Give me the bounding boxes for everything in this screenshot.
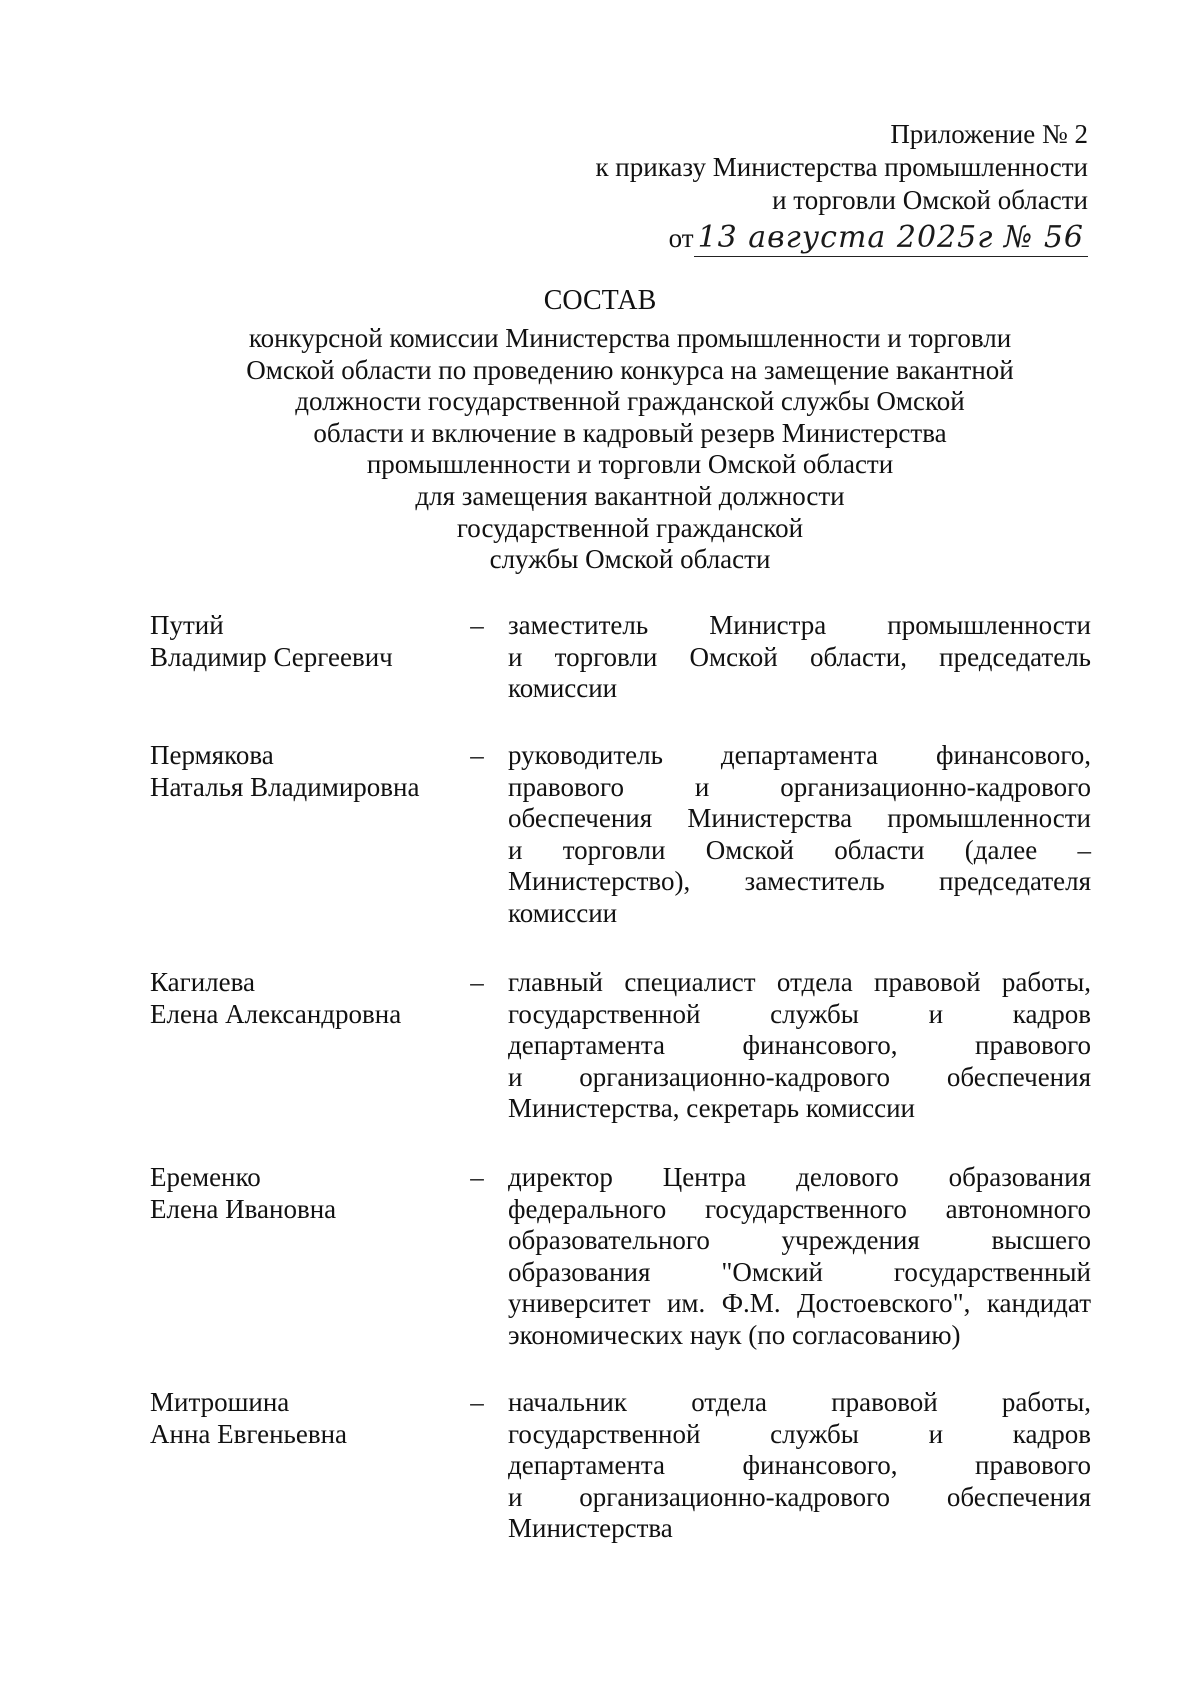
role-line: обеспечения Министерства промышленности [508,803,1091,834]
subtitle-line: области и включение в кадровый резерв Министерства [313,417,947,448]
member-role [508,1162,1091,1352]
order-date-prefix: от [668,223,694,253]
member-surname: Митрошина [150,1387,290,1417]
subtitle-line: государственной гражданской [456,512,804,543]
member-given-names: Елена Александровна [150,998,402,1029]
role-line: образовательного учреждения высшего [508,1225,1091,1256]
document-subtitle [200,323,1060,576]
member-dash: – [470,1387,484,1417]
member-role [508,610,1091,705]
member-given-names: Анна Евгеньевна [150,1418,348,1449]
role-line: департамента финансового, правового [508,1030,1091,1061]
order-date-line [669,221,1088,257]
role-line: и торговли Омской области, председатель [508,641,1091,672]
member-dash: – [470,967,484,997]
member-name [150,1162,450,1225]
role-line: комиссии [508,673,618,704]
member-role [508,967,1091,1125]
role-line: начальник отдела правовой работы, [508,1387,1091,1417]
appendix-number: Приложение № 2 [890,119,1088,149]
role-line: федерального государственного автономного [508,1193,1091,1224]
role-line: университет им. Ф.М. Достоевского", кандидат [508,1288,1091,1319]
member-given-names: Владимир Сергеевич [150,641,393,672]
role-line: государственной службы и кадров [508,1418,1091,1449]
role-line: главный специалист отдела правовой работы, [508,967,1091,997]
role-line: Министерства, секретарь комиссии [508,1093,915,1124]
member-surname: Пермякова [150,740,274,770]
member-dash: – [470,740,484,770]
member-dash: – [470,1162,484,1192]
role-line: Министерство), заместитель председателя [508,866,1091,897]
role-line: государственной службы и кадров [508,998,1091,1029]
member-surname: Путий [150,610,224,640]
member-name [150,610,450,673]
member-name [150,1387,450,1450]
role-line: правового и организационно-кадрового [508,771,1091,802]
order-reference-line1: к приказу Министерства промышленности [595,152,1088,182]
member-surname: Еременко [150,1162,261,1192]
role-line: директор Центра делового образования [508,1162,1091,1192]
handwritten-date-number: 13 августа 2025г № 56 [694,221,1088,257]
member-given-names: Наталья Владимировна [150,771,420,802]
role-line: департамента финансового, правового [508,1450,1091,1481]
role-line: руководитель департамента финансового, [508,740,1091,770]
role-line: Министерства [508,1513,673,1544]
document-title: СОСТАВ [543,285,657,316]
subtitle-line: конкурсной комиссии Министерства промышленности и торговли [248,323,1012,353]
subtitle-line: промышленности и торговли Омской области [366,449,894,480]
role-line: экономических наук (по согласованию) [508,1319,961,1350]
subtitle-line: Омской области по проведению конкурса на замещение вакантной [246,354,1014,385]
member-name [150,740,450,803]
member-surname: Кагилева [150,967,255,997]
role-line: и торговли Омской области (далее – [508,834,1091,865]
role-line: и организационно-кадрового обеспечения [508,1061,1091,1092]
subtitle-line: службы Омской области [489,544,771,575]
role-line: образования "Омский государственный [508,1256,1091,1287]
appendix-header [468,118,1088,257]
role-line: комиссии [508,897,618,928]
member-role [508,1387,1091,1545]
subtitle-line: должности государственной гражданской службы Омской [295,386,965,417]
subtitle-line: для замещения вакантной должности [415,480,845,511]
member-dash: – [470,610,484,640]
member-given-names: Елена Ивановна [150,1193,337,1224]
member-name [150,967,450,1030]
role-line: заместитель Министра промышленности [508,610,1091,640]
member-role [508,740,1091,930]
role-line: и организационно-кадрового обеспечения [508,1481,1091,1512]
order-reference-line2: и торговли Омской области [772,185,1088,215]
